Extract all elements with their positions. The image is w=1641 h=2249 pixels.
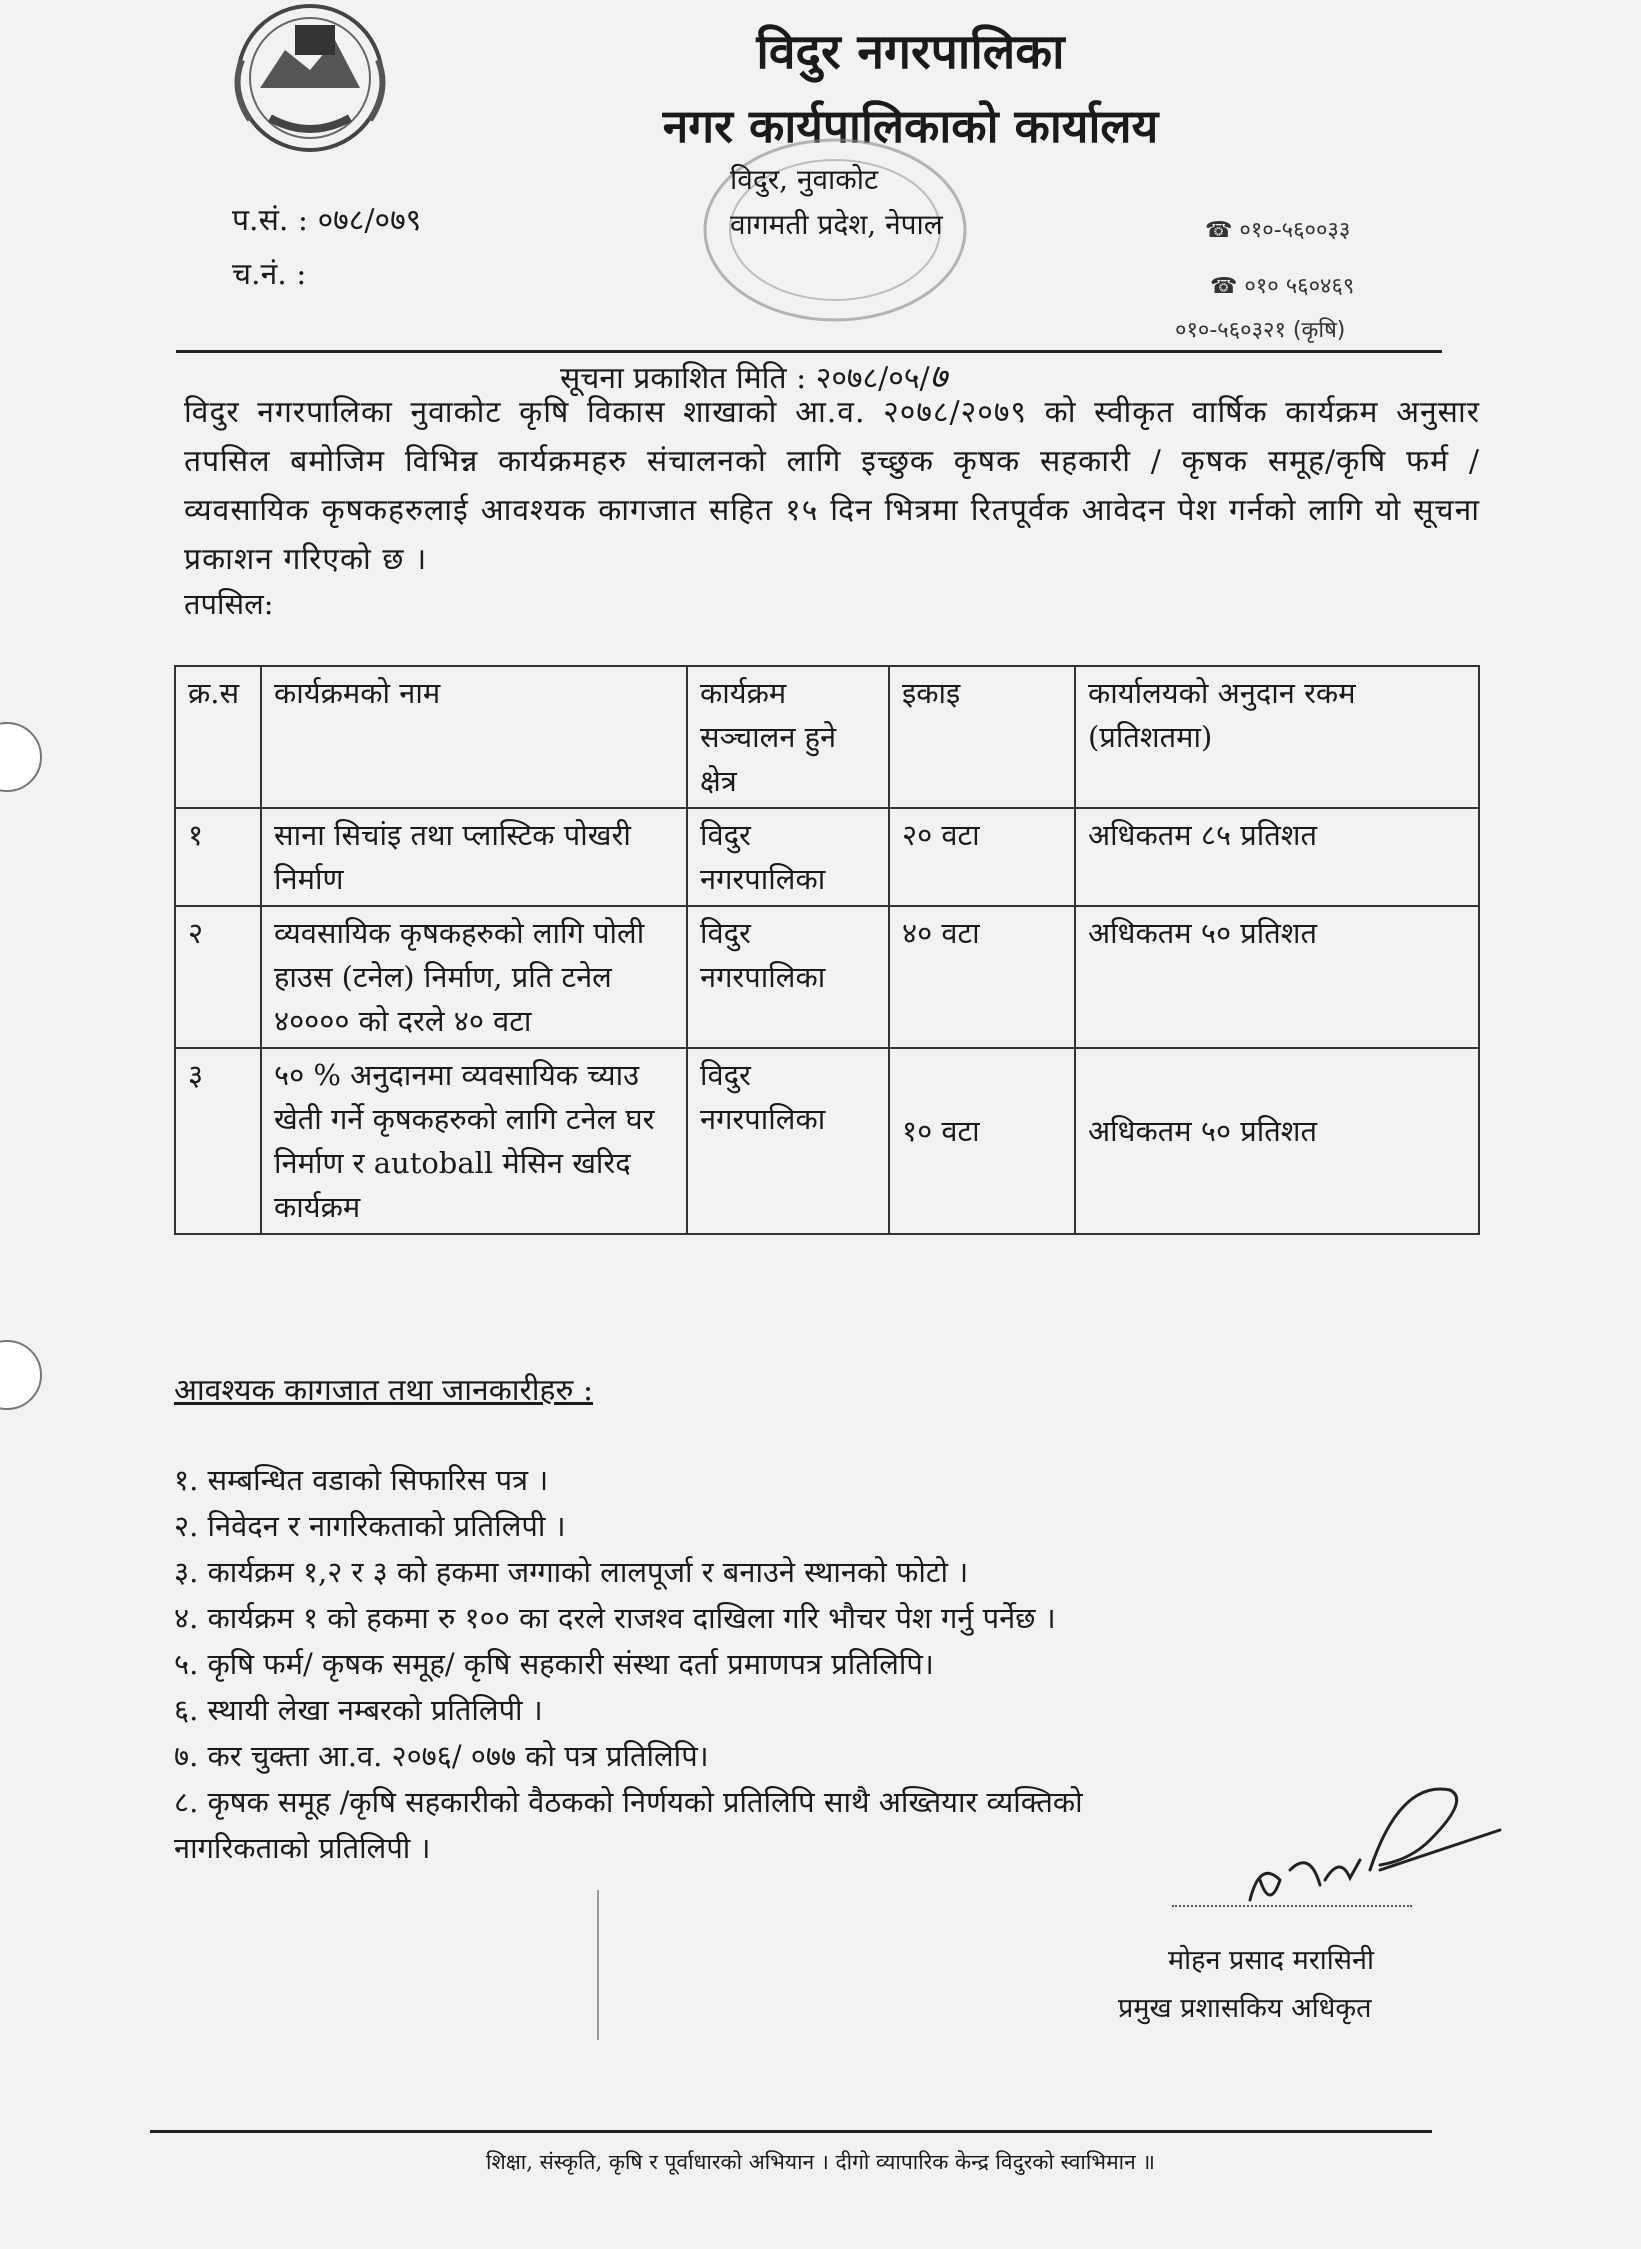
signer-name: मोहन प्रसाद मरासिनी: [1168, 1945, 1374, 1976]
punch-hole: [0, 1340, 42, 1410]
municipality-name: विदुर नगरपालिका: [756, 24, 1065, 80]
serial-cell: १: [175, 808, 261, 906]
program-name-cell: व्यवसायिक कृषकहरुको लागि पोली हाउस (टनेल) निर्माण, प्रति टनेल ४०००० को दरले ४० वटा: [261, 906, 687, 1048]
column-header: इकाइ: [889, 666, 1075, 808]
table-row: [175, 906, 1479, 1048]
handwritten-signature: [1230, 1760, 1510, 1920]
column-header: क्र.स: [175, 666, 261, 808]
area-cell: विदुर नगरपालिका: [687, 1048, 889, 1234]
phone-number: ०१०-५६०३२१ (कृषि): [1175, 318, 1346, 343]
program-name-cell: ५० % अनुदानमा व्यवसायिक च्याउ खेती गर्ने कृषकहरुको लागि टनेल घर निर्माण र autoball मेसिन खरिद कार्यक्रम: [261, 1048, 687, 1234]
address-line-2: वागमती प्रदेश, नेपाल: [730, 208, 943, 241]
phone-icon: ☎: [1210, 274, 1238, 299]
signature-line: [1172, 1905, 1412, 1907]
table-row: [175, 1048, 1479, 1234]
table-row: [175, 808, 1479, 906]
document-item: १. सम्बन्धित वडाको सिफारिस पत्र ।: [174, 1463, 549, 1497]
grant-cell: अधिकतम ५० प्रतिशत: [1075, 906, 1479, 1048]
signer-title: प्रमुख प्रशासकिय अधिकृत: [1118, 1993, 1372, 2024]
area-cell: विदुर नगरपालिका: [687, 808, 889, 906]
unit-cell: ४० वटा: [889, 906, 1075, 1048]
document-item: ७. कर चुक्ता आ.व. २०७६/ ०७७ को पत्र प्रतिलिपि।: [174, 1739, 709, 1773]
office-name: नगर कार्यपालिकाको कार्यालय: [662, 99, 1159, 153]
phone-number: ☎ ०१० ५६०४६९: [1210, 274, 1355, 299]
publication-date: सूचना प्रकाशित मिति : २०७८/०५/७: [560, 357, 948, 397]
program-name-cell: साना सिचांइ तथा प्लास्टिक पोखरी निर्माण: [261, 808, 687, 906]
document-item: ६. स्थायी लेखा नम्बरको प्रतिलिपी ।: [174, 1693, 543, 1727]
notice-body: विदुर नगरपालिका नुवाकोट कृषि विकास शाखाको आ.व. २०७८/२०७९ को स्वीकृत वार्षिक कार्यक्रम अनुसार तपसिल बमोजिम विभिन्न कार्यक्रमहरु संचालनको लागि इच्छुक कृषक सहकारी / कृषक समूह/कृषि फर्म / व्यवसायिक कृषकहरुलाई आवश्यक कागजात सहित १५ दिन भित्रमा रितपूर्वक आवेदन पेश गर्नको लागि यो सूचना प्रकाशन गरिएको छ ।: [184, 395, 1480, 577]
serial-cell: ३: [175, 1048, 261, 1234]
document-item: ८. कृषक समूह /कृषि सहकारीको वैठकको निर्णयको प्रतिलिपि साथै अख्तियार व्यक्तिको: [174, 1785, 1083, 1819]
programs-table: [174, 665, 1480, 1235]
phone-icon: ☎: [1205, 218, 1233, 243]
column-header: कार्यालयको अनुदान रकम (प्रतिशतमा): [1075, 666, 1479, 808]
table-header-row: [175, 666, 1479, 808]
unit-cell: २० वटा: [889, 808, 1075, 906]
grant-cell: अधिकतम ८५ प्रतिशत: [1075, 808, 1479, 906]
grant-cell: अधिकतम ५० प्रतिशत: [1075, 1048, 1479, 1234]
dispatch-number: च.नं. :: [232, 257, 307, 292]
column-header: कार्यक्रम सञ्चालन हुने क्षेत्र: [687, 666, 889, 808]
document-item: ३. कार्यक्रम १,२ र ३ को हकमा जग्गाको लालपूर्जा र बनाउने स्थानको फोटो ।: [174, 1555, 969, 1589]
address-line-1: विदुर, नुवाकोट: [730, 163, 879, 196]
documents-heading: आवश्यक कागजात तथा जानकारीहरु :: [174, 1373, 594, 1408]
footer-slogan: शिक्षा, संस्कृति, कृषि र पूर्वाधारको अभियान । दीगो व्यापारिक केन्द्र विदुरको स्वाभिमान ॥: [486, 2150, 1155, 2174]
punch-hole: [0, 722, 42, 792]
phone-number: ☎ ०१०-५६००३३: [1205, 218, 1351, 243]
area-cell: विदुर नगरपालिका: [687, 906, 889, 1048]
unit-cell: १० वटा: [889, 1048, 1075, 1234]
footer-divider: [150, 2130, 1432, 2133]
reference-number: प.सं. : ०७८/०७९: [232, 203, 422, 238]
document-item: ५. कृषि फर्म/ कृषक समूह/ कृषि सहकारी संस्था दर्ता प्रमाणपत्र प्रतिलिपि।: [174, 1647, 934, 1681]
document-item: ४. कार्यक्रम १ को हकमा रु १०० का दरले राजश्व दाखिला गरि भौचर पेश गर्नु पर्नेछ ।: [174, 1601, 1056, 1635]
document-item: २. निवेदन र नागरिकताको प्रतिलिपी ।: [174, 1509, 566, 1543]
fold-line: [597, 1890, 599, 2040]
column-header: कार्यक्रमको नाम: [261, 666, 687, 808]
handwritten-date-mark: ७: [929, 357, 948, 397]
serial-cell: २: [175, 906, 261, 1048]
document-item: नागरिकताको प्रतिलिपी ।: [174, 1831, 431, 1865]
details-label: तपसिल:: [184, 587, 274, 621]
